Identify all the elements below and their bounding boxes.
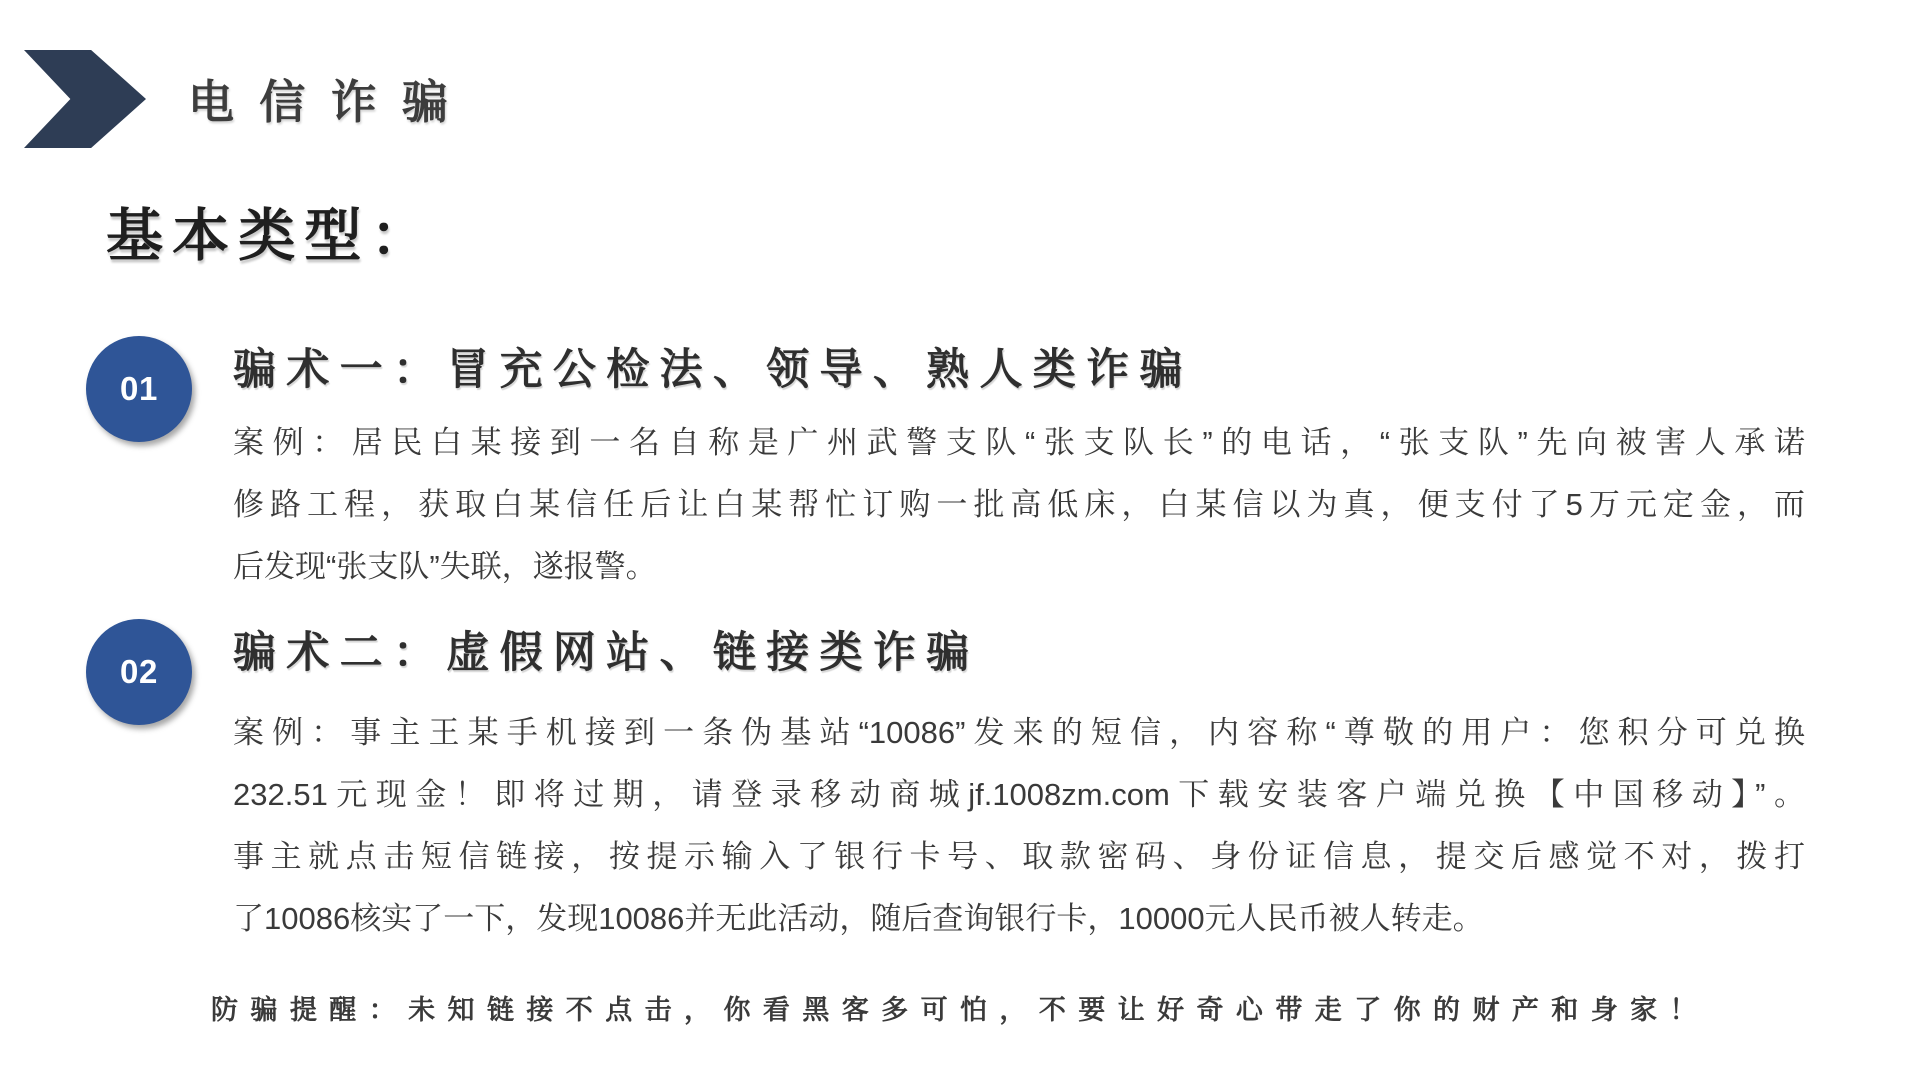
- case-text-line: 了10086核实了一下，发现10086并无此活动，随后查询银行卡，10000元人民币被人转走。: [233, 901, 1484, 936]
- case-text-line: 232.51元现金！即将过期，请登录移动商城jf.1008zm.com下载安装客户端兑换【中国移动】”。: [233, 777, 1805, 812]
- basic-types-heading: 基本类型：: [106, 204, 437, 268]
- case-paragraph-2: [233, 702, 1805, 950]
- case-paragraph-1: [233, 412, 1805, 598]
- slide-header: [24, 50, 473, 148]
- section-number-badge-02: 02: [86, 619, 192, 725]
- case-text-line: 案例：居民白某接到一名自称是广州武警支队“张支队长”的电话，“张支队”先向被害人承诺: [233, 425, 1805, 460]
- case-text-line: 后发现“张支队”失联，遂报警。: [233, 549, 657, 584]
- case-text-line: 修路工程，获取白某信任后让白某帮忙订购一批高低床，白某信以为真，便支付了5万元定金，而: [233, 487, 1805, 522]
- chevron-arrow-icon: [24, 50, 146, 148]
- case-text-line: 案例：事主王某手机接到一条伪基站“10086”发来的短信，内容称“尊敬的用户：您积分可兑换: [233, 715, 1805, 750]
- section-number-badge-01: 01: [86, 336, 192, 442]
- section-title-scam-2: 骗术二：虚假网站、链接类诈骗: [233, 629, 980, 677]
- section-title-scam-1: 骗术一：冒充公检法、领导、熟人类诈骗: [233, 346, 1193, 394]
- anti-fraud-reminder-text: 防骗提醒：未知链接不点击，你看黑客多可怕，不要让好奇心带走了你的财产和身家！: [211, 995, 1709, 1025]
- case-text-line: 事主就点击短信链接，按提示输入了银行卡号、取款密码、身份证信息，提交后感觉不对，拨打: [233, 839, 1805, 874]
- page-title: 电信诈骗: [188, 76, 474, 128]
